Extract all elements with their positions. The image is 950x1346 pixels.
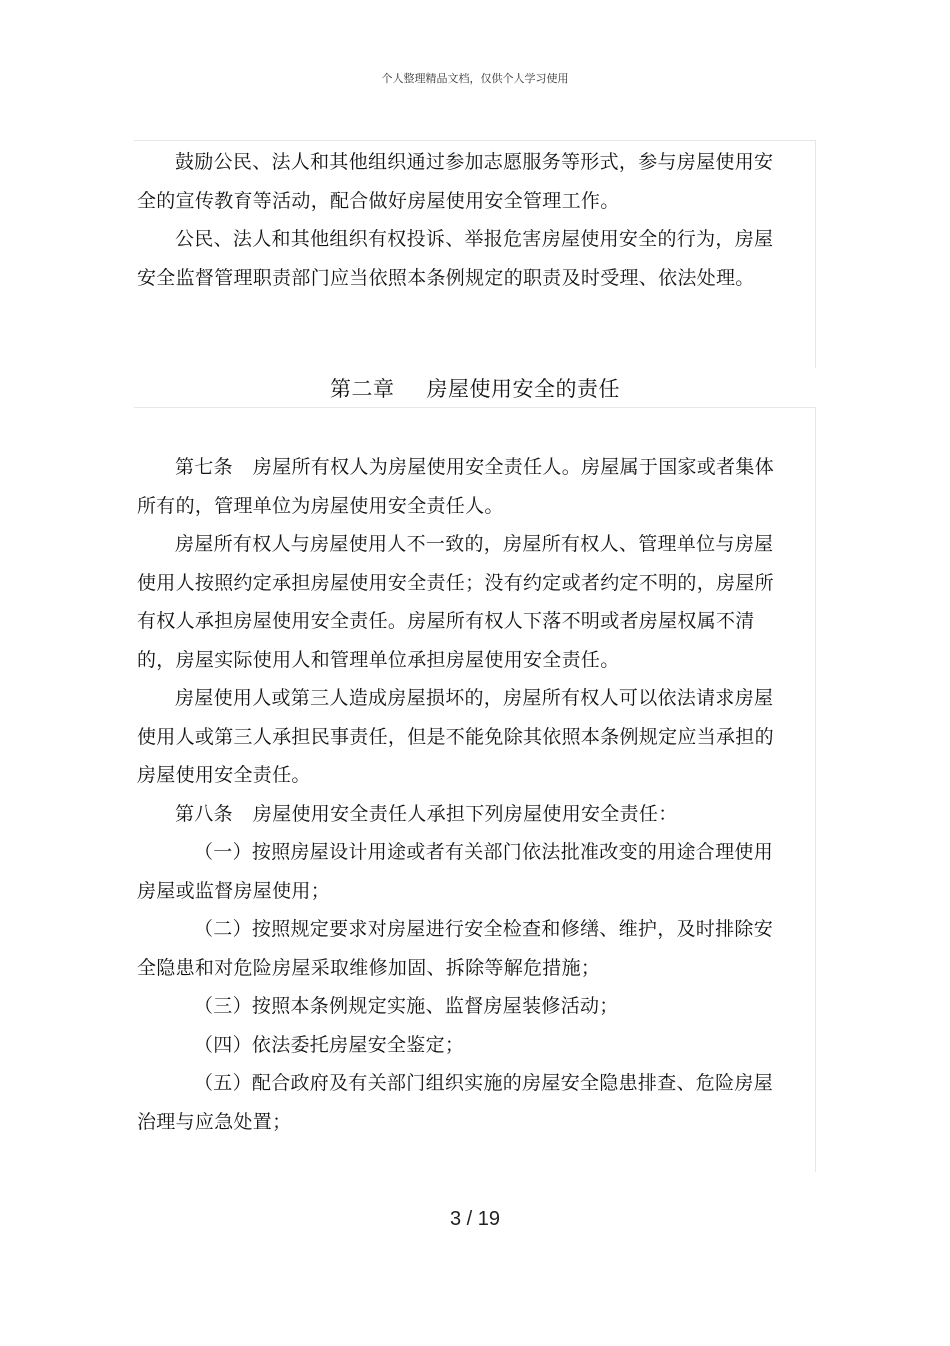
frame-top-line — [134, 140, 816, 141]
article-8-text: 房屋使用安全责任人承担下列房屋使用安全责任： — [252, 802, 678, 825]
list-item: （三）按照本条例规定实施、监督房屋装修活动； — [194, 995, 619, 1017]
paragraph: 鼓励公民、法人和其他组织通过参加志愿服务等形式，参与房屋使用安全的宣传教育等活动，配合做好房屋使用安全管理工作。 — [137, 151, 774, 212]
section-2 — [137, 448, 777, 1141]
article-7 — [137, 448, 777, 525]
article-8-label: 第八条 — [175, 802, 233, 825]
page-number: 3 / 19 — [449, 1208, 501, 1230]
list-item: （二）按照规定要求对房屋进行安全检查和修缮、维护，及时排除安全隐患和对危险房屋采取维修加固、拆除等解危措施； — [137, 918, 774, 979]
list-item: （一）按照房屋设计用途或者有关部门依法批准改变的用途合理使用房屋或监督房屋使用； — [137, 841, 774, 902]
article-7-label: 第七条 — [175, 456, 233, 478]
section-1 — [137, 143, 777, 297]
frame-right-line-1 — [815, 140, 816, 368]
chapter-title: 房屋使用安全的责任 — [426, 377, 620, 401]
paragraph: 公民、法人和其他组织有权投诉、举报危害房屋使用安全的行为，房屋安全监督管理职责部门应当依照本条例规定的职责及时受理、依法处理。 — [137, 228, 774, 289]
frame-right-line-2 — [815, 407, 816, 1172]
article-8 — [137, 795, 777, 834]
page-header: 个人整理精品文档，仅供个人学习使用 — [381, 72, 569, 85]
paragraph: 房屋所有权人与房屋使用人不一致的，房屋所有权人、管理单位与房屋使用人按照约定承担房屋使用安全责任；没有约定或者约定不明的，房屋所有权人承担房屋使用安全责任。房屋所有权人下落不明或者房屋权属不清的，房屋实际使用人和管理单位承担房屋使用安全责任。 — [137, 533, 774, 671]
article-7-text: 房屋所有权人为房屋使用安全责任人。房屋属于国家或者集体所有的，管理单位为房屋使用安全责任人。 — [137, 456, 775, 517]
list-item: （四）依法委托房屋安全鉴定； — [194, 1033, 465, 1056]
paragraph: 房屋使用人或第三人造成房屋损坏的，房屋所有权人可以依法请求房屋使用人或第三人承担民事责任，但是不能免除其依照本条例规定应当承担的房屋使用安全责任。 — [137, 687, 774, 786]
list-item: （五）配合政府及有关部门组织实施的房屋安全隐患排查、危险房屋治理与应急处置； — [137, 1072, 774, 1133]
chapter-heading — [0, 370, 950, 408]
chapter-number: 第二章 — [330, 377, 395, 401]
